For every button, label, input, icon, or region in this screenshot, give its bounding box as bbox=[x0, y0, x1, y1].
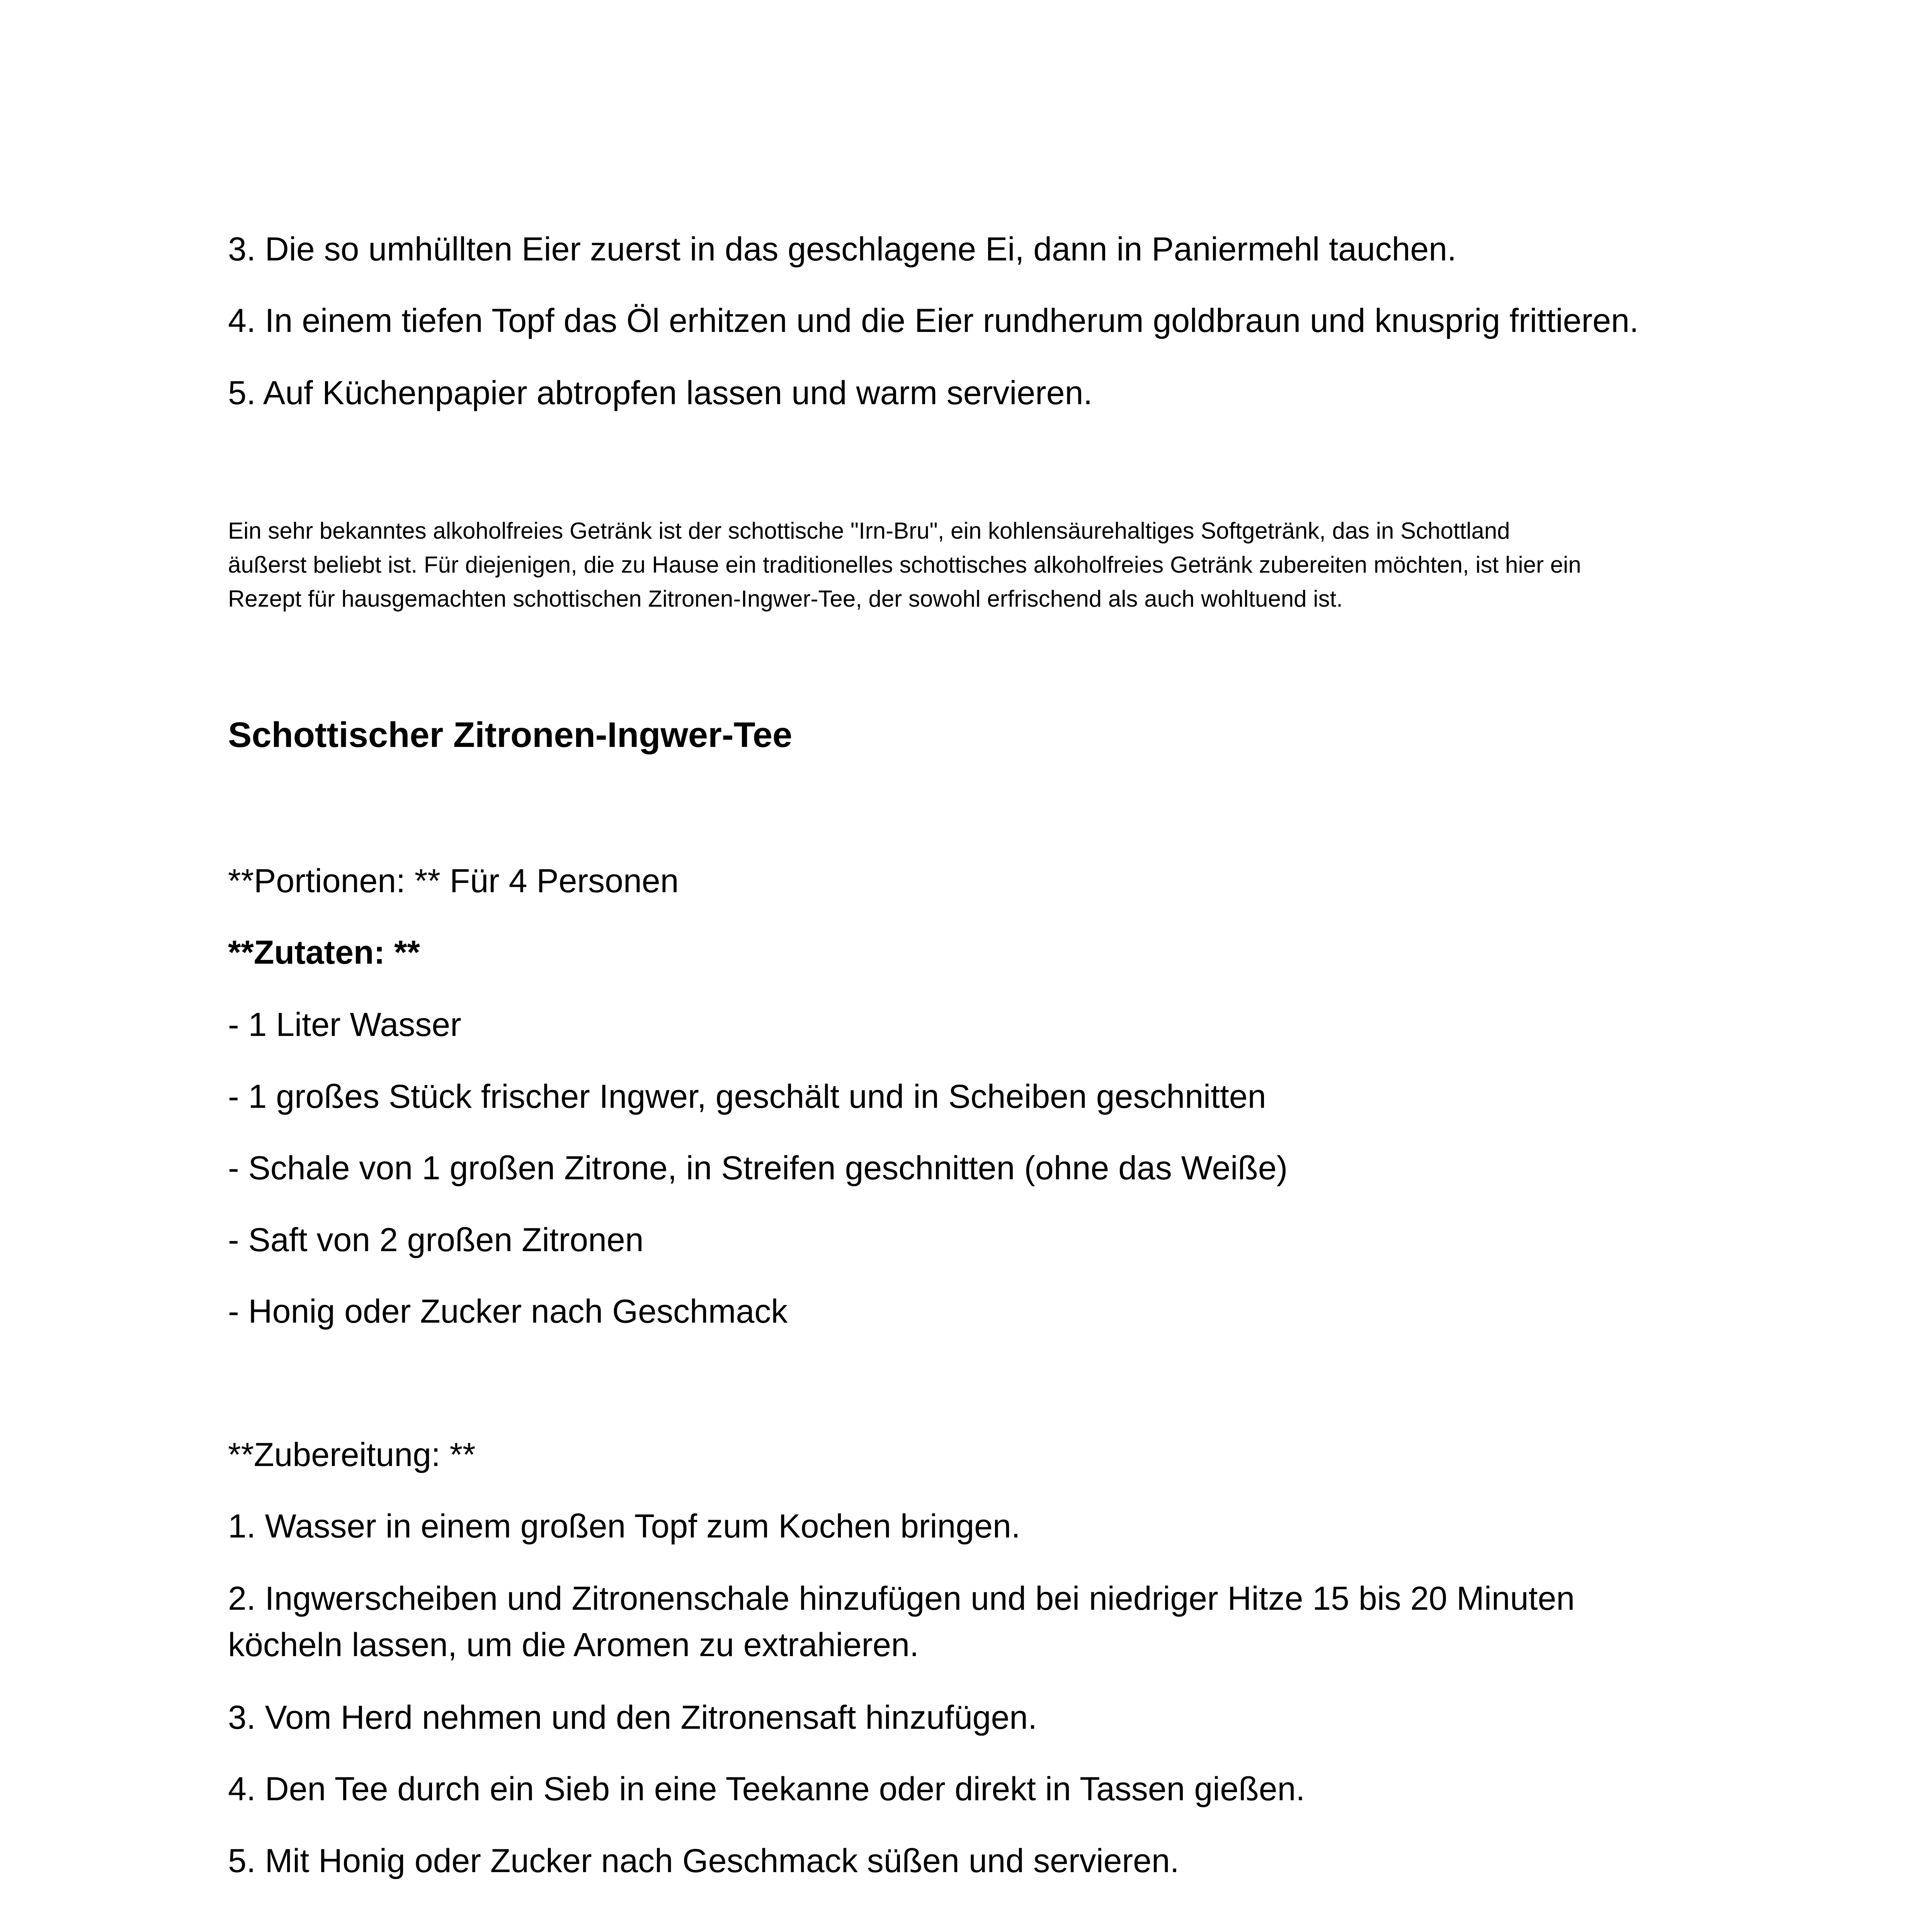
preparation-step-5: 5. Mit Honig oder Zucker nach Geschmack süßen und servieren. bbox=[228, 1842, 1179, 1879]
preparation-step-2 bbox=[228, 1575, 1720, 1668]
preparation-heading: **Zubereitung: ** bbox=[228, 1436, 476, 1473]
intro-line-2: äußerst beliebt ist. Für diejenigen, die zu Hause ein traditionelles schottisches alkoholfreies Getränk zubereiten möchten, ist hier ein bbox=[228, 552, 1581, 578]
previous-step-4: 4. In einem tiefen Topf das Öl erhitzen und die Eier rundherum goldbraun und knusprig frittieren. bbox=[228, 302, 1639, 339]
recipe-title: Schottischer Zitronen-Ingwer-Tee bbox=[228, 715, 793, 755]
preparation-step-2-line-2: köcheln lassen, um die Aromen zu extrahieren. bbox=[228, 1626, 919, 1663]
ingredient-item: - 1 großes Stück frischer Ingwer, geschält und in Scheiben geschnitten bbox=[228, 1078, 1266, 1115]
intro-line-1: Ein sehr bekanntes alkoholfreies Getränk ist der schottische "Irn-Bru", ein kohlensäurehaltiges Softgetränk, das in Schottland bbox=[228, 518, 1510, 544]
preparation-step-3: 3. Vom Herd nehmen und den Zitronensaft hinzufügen. bbox=[228, 1699, 1038, 1736]
ingredients-heading: **Zutaten: ** bbox=[228, 934, 420, 971]
ingredient-item: - Saft von 2 großen Zitronen bbox=[228, 1221, 644, 1259]
preparation-step-4: 4. Den Tee durch ein Sieb in eine Teekanne oder direkt in Tassen gießen. bbox=[228, 1770, 1305, 1808]
previous-step-5: 5. Auf Küchenpapier abtropfen lassen und warm servieren. bbox=[228, 374, 1093, 412]
ingredient-item: - Honig oder Zucker nach Geschmack bbox=[228, 1293, 788, 1330]
portions-line: **Portionen: ** Für 4 Personen bbox=[228, 862, 679, 900]
ingredient-item: - 1 Liter Wasser bbox=[228, 1006, 461, 1043]
previous-step-3: 3. Die so umhüllten Eier zuerst in das geschlagene Ei, dann in Paniermehl tauchen. bbox=[228, 231, 1457, 268]
ingredient-item: - Schale von 1 großen Zitrone, in Streifen geschnitten (ohne das Weiße) bbox=[228, 1150, 1288, 1187]
preparation-step-2-line-1: 2. Ingwerscheiben und Zitronenschale hinzufügen und bei niedriger Hitze 15 bis 20 Minuten bbox=[228, 1580, 1575, 1617]
intro-paragraph bbox=[228, 514, 1720, 616]
intro-line-3: Rezept für hausgemachten schottischen Zitronen-Ingwer-Tee, der sowohl erfrischend als auch wohltuend ist. bbox=[228, 586, 1343, 612]
preparation-step-1: 1. Wasser in einem großen Topf zum Kochen bringen. bbox=[228, 1508, 1021, 1545]
